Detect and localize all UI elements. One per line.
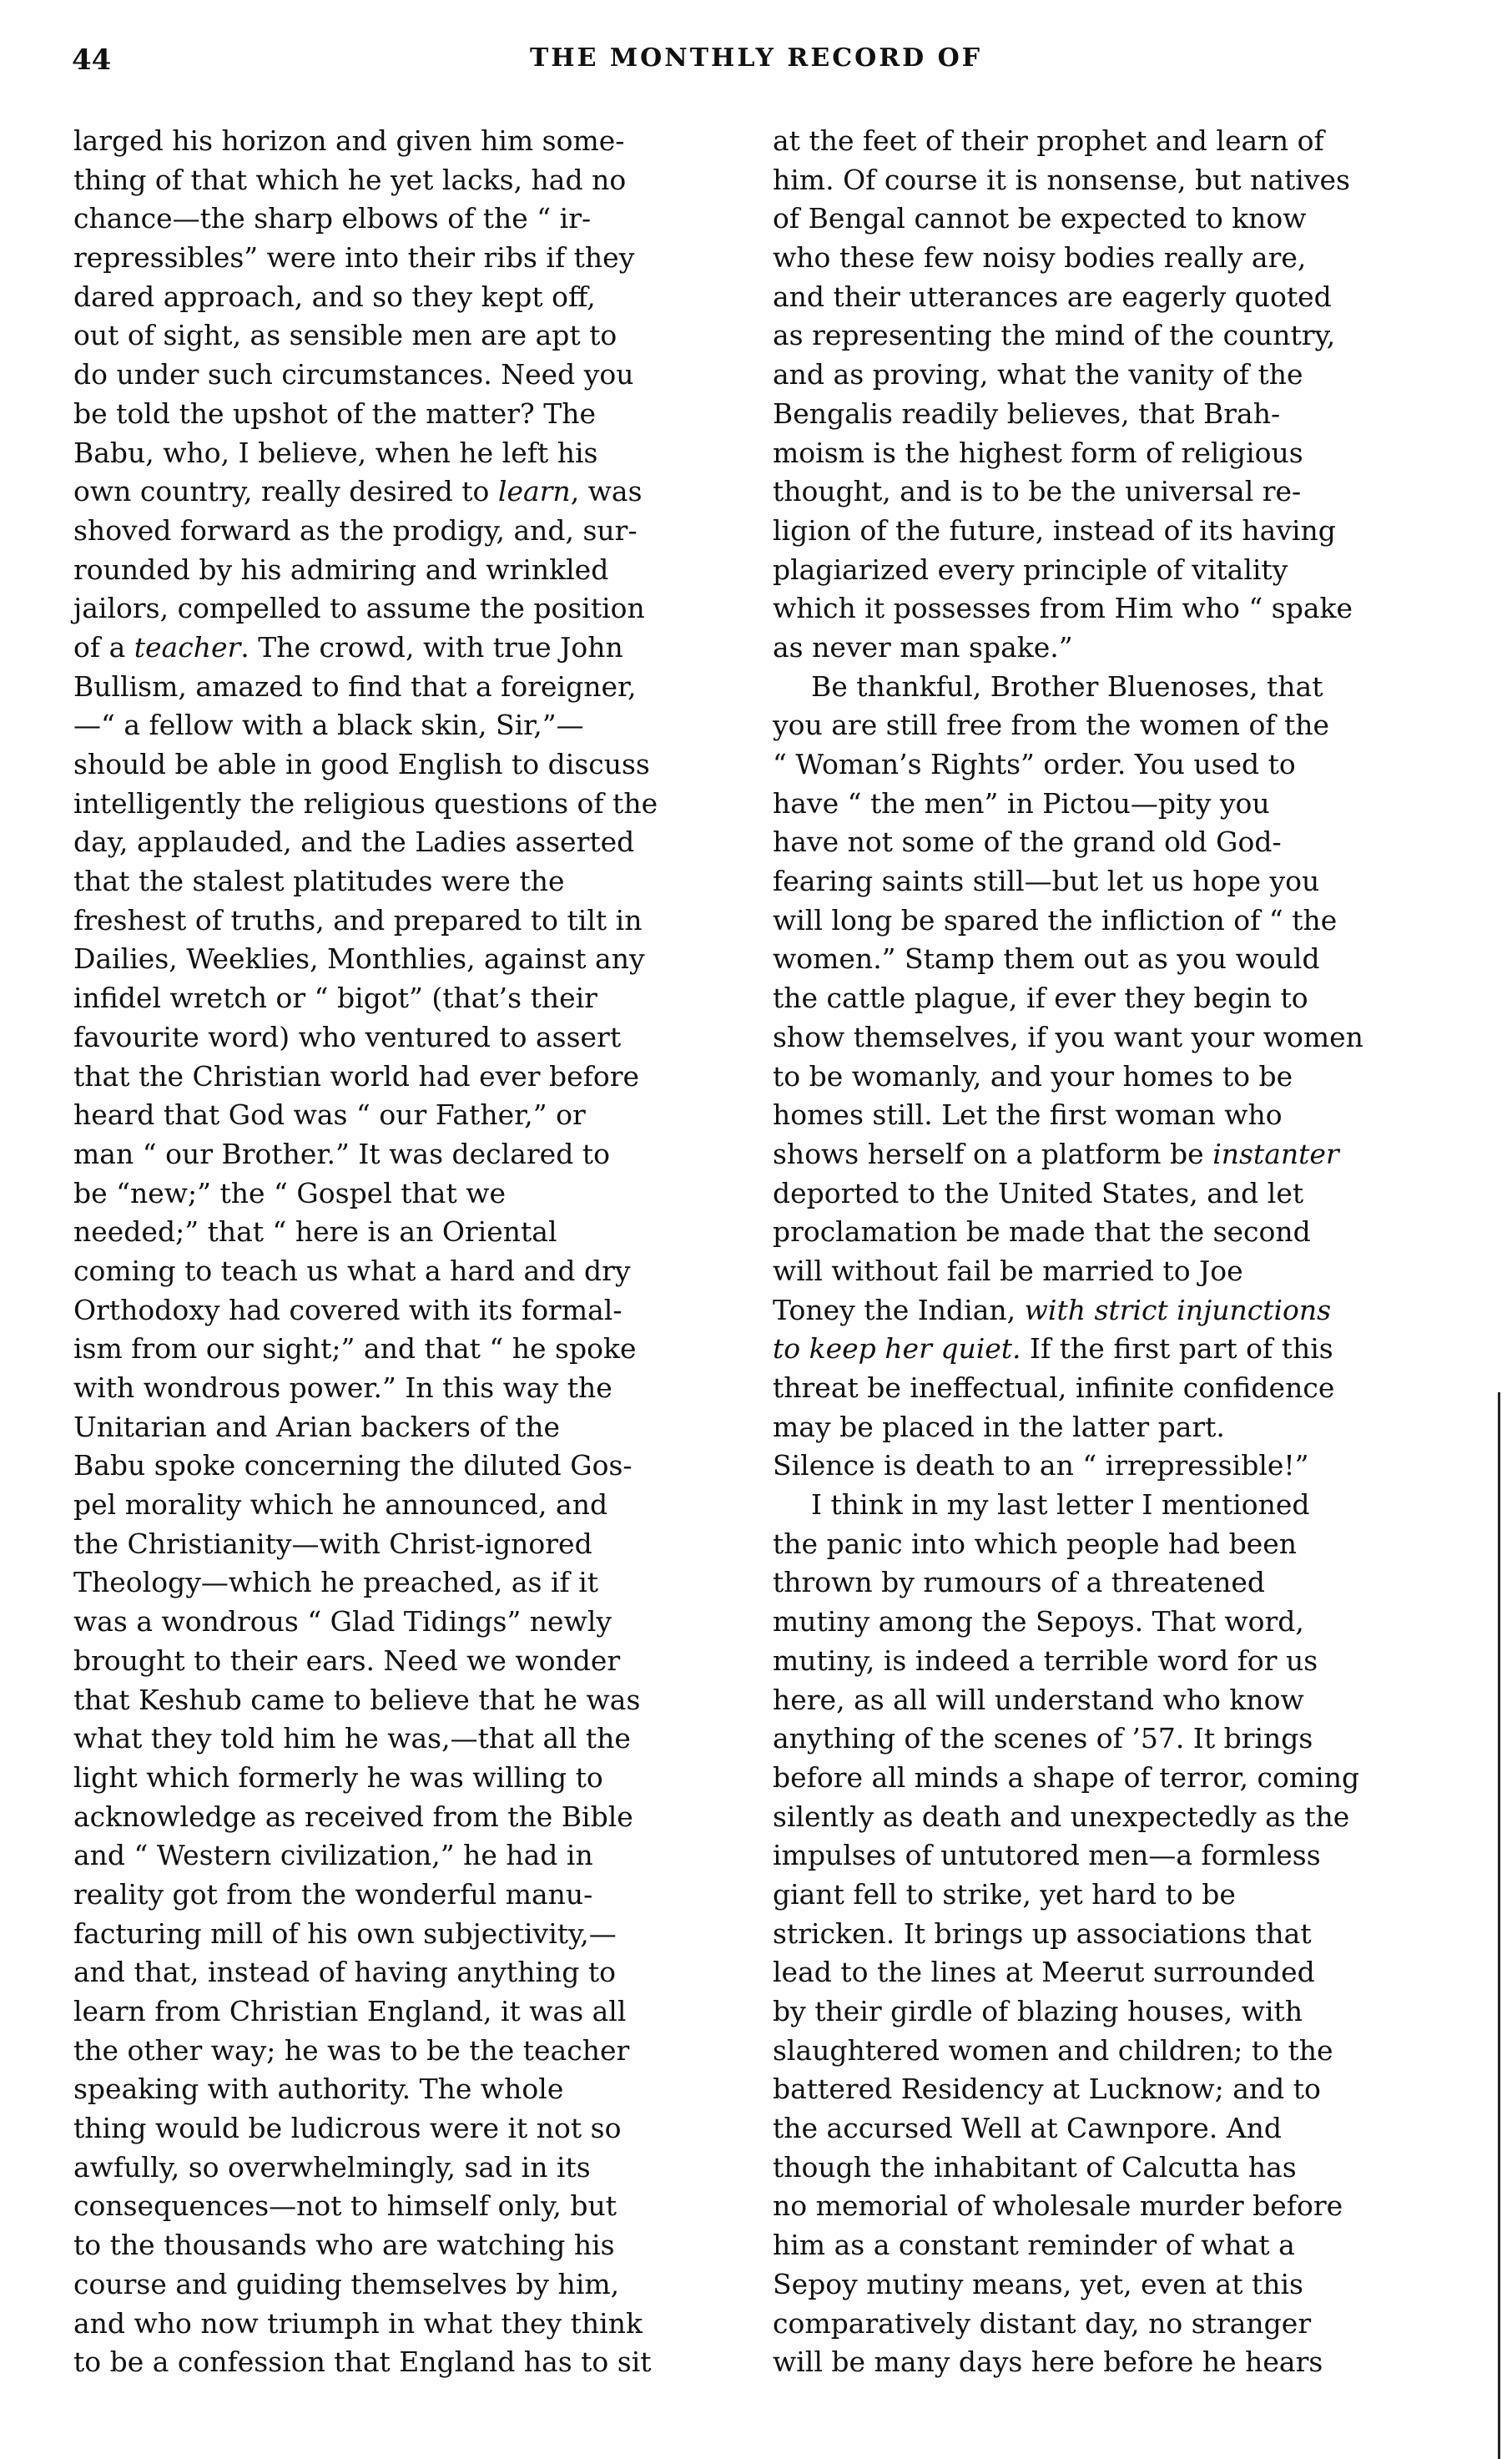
text-line: Sepoy mutiny means, yet, even at this xyxy=(773,2267,1303,2300)
text-line: comparatively distant day, no stranger xyxy=(773,2306,1312,2340)
text-line: here, as all will understand who know xyxy=(773,1683,1304,1716)
text-line: mutiny, is indeed a terrible word for us xyxy=(773,1644,1318,1677)
text-line: which it possesses from Him who “ spake xyxy=(773,592,1353,625)
text-line: silently as death and unexpectedly as the xyxy=(773,1800,1350,1833)
text-line: have not some of the grand old God- xyxy=(773,826,1282,859)
page-header xyxy=(72,43,1440,93)
text-line: the panic into which people had been xyxy=(773,1527,1298,1560)
text-line: rounded by his admiring and wrinkled xyxy=(73,553,609,586)
text-line: was a wondrous “ Glad Tidings” newly xyxy=(73,1605,612,1638)
text-line: light which formerly he was willing to xyxy=(73,1760,603,1794)
text-line: infidel wretch or “ bigot” (that’s their xyxy=(73,982,597,1015)
text-line: plagiarized every principle of vitality xyxy=(773,553,1288,586)
text-line: and who now triumph in what they think xyxy=(73,2306,643,2340)
text-line: at the feet of their prophet and learn of xyxy=(773,124,1324,157)
text-line: do under such circumstances. Need you xyxy=(73,358,634,391)
text-line: the cattle plague, if ever they begin to xyxy=(773,982,1308,1015)
text-line: Toney the Indian, with strict injunctions xyxy=(773,1293,1332,1326)
text-line: that the Christian world had ever before xyxy=(73,1059,640,1093)
text-line: him. Of course it is nonsense, but natives xyxy=(773,163,1350,196)
text-line: before all minds a shape of terror, coming xyxy=(773,1760,1360,1794)
text-line: by their girdle of blazing houses, with xyxy=(773,1995,1303,2027)
text-line: shows herself on a platform be instanter xyxy=(773,1137,1339,1170)
text-line: what they told him he was,—that all the xyxy=(73,1722,631,1755)
text-line: no memorial of wholesale murder before xyxy=(773,2189,1343,2223)
text-line: proclamation be made that the second xyxy=(773,1215,1311,1249)
text-line: own country, really desired to learn, was xyxy=(73,475,643,508)
text-line: reality got from the wonderful manu- xyxy=(73,1877,593,1911)
left-text-column xyxy=(73,122,741,2382)
text-line: awfully, so overwhelmingly, sad in its xyxy=(73,2150,591,2184)
text-line: needed;” that “ here is an Oriental xyxy=(73,1215,557,1249)
page-number: 44 xyxy=(72,43,112,77)
text-line: facturing mill of his own subjectivity,— xyxy=(73,1916,617,1950)
text-line: and “ Western civilization,” he had in xyxy=(73,1839,593,1872)
page-edge-rule xyxy=(1498,1392,1500,2459)
text-line: anything of the scenes of ’57. It brings xyxy=(773,1722,1313,1755)
text-line: heard that God was “ our Father,” or xyxy=(73,1098,586,1132)
text-line: you are still free from the women of the xyxy=(773,709,1330,742)
text-line: to keep her quiet. If the first part of this xyxy=(773,1332,1333,1366)
text-line: Silence is death to an “ irrepressible!” xyxy=(773,1449,1309,1482)
text-line: Unitarian and Arian backers of the xyxy=(73,1410,561,1443)
text-line: I think in my last letter I mentioned xyxy=(811,1488,1310,1522)
text-line: day, applauded, and the Ladies asserted xyxy=(73,826,635,859)
text-line: shoved forward as the prodigy, and, sur- xyxy=(73,513,638,547)
text-line: that Keshub came to believe that he was xyxy=(73,1683,641,1716)
text-line: coming to teach us what a hard and dry xyxy=(73,1254,631,1287)
text-line: to be a confession that England has to sit xyxy=(73,2345,652,2379)
text-line: fearing saints still—but let us hope you xyxy=(773,865,1320,898)
text-line: jailors, compelled to assume the position xyxy=(73,592,645,625)
text-line: homes still. Let the first woman who xyxy=(773,1098,1283,1132)
text-line: Babu, who, I believe, when he left his xyxy=(73,436,598,469)
text-line: him as a constant reminder of what a xyxy=(773,2229,1295,2262)
text-line: intelligently the religious questions of the xyxy=(73,786,658,820)
text-line: of a teacher. The crowd, with true John xyxy=(73,630,623,664)
text-line: thrown by rumours of a threatened xyxy=(773,1566,1265,1599)
text-line: who these few noisy bodies really are, xyxy=(773,241,1307,275)
text-line: will without fail be married to Joe xyxy=(773,1254,1243,1287)
text-line: giant fell to strike, yet hard to be xyxy=(773,1877,1236,1911)
text-line: mutiny among the Sepoys. That word, xyxy=(773,1605,1304,1638)
text-line: impulses of untutored men—a formless xyxy=(773,1839,1321,1872)
text-line: the accursed Well at Cawnpore. And xyxy=(773,2112,1282,2145)
text-line: dared approach, and so they kept off, xyxy=(73,280,596,313)
right-text-column xyxy=(773,122,1440,2382)
text-line: be told the upshot of the matter? The xyxy=(73,396,597,430)
text-line: Babu spoke concerning the diluted Gos- xyxy=(73,1449,633,1482)
text-line: to be womanly, and your homes to be xyxy=(773,1059,1293,1093)
text-line: be “new;” the “ Gospel that we xyxy=(73,1176,506,1209)
text-line: lead to the lines at Meerut surrounded xyxy=(773,1956,1315,1989)
text-line: ism from our sight;” and that “ he spoke xyxy=(73,1332,637,1366)
text-line: though the inhabitant of Calcutta has xyxy=(773,2150,1297,2184)
text-line: —“ a fellow with a black skin, Sir,”— xyxy=(73,709,584,742)
text-line: Dailies, Weeklies, Monthlies, against any xyxy=(73,942,645,976)
text-line: slaughtered women and children; to the xyxy=(773,2033,1333,2067)
text-line: speaking with authority. The whole xyxy=(73,2073,564,2106)
text-line: thing of that which he yet lacks, had no xyxy=(73,163,627,196)
text-line: with wondrous power.” In this way the xyxy=(73,1371,612,1404)
text-line: battered Residency at Lucknow; and to xyxy=(773,2073,1321,2106)
text-line: Theology—which he preached, as if it xyxy=(73,1566,599,1599)
text-line: threat be ineffectual, infinite confidence xyxy=(773,1371,1335,1404)
text-line: out of sight, as sensible men are apt to xyxy=(73,319,617,352)
text-line: show themselves, if you want your women xyxy=(773,1020,1363,1053)
text-line: as representing the mind of the country, xyxy=(773,319,1336,352)
text-line: will be many days here before he hears xyxy=(773,2345,1323,2379)
text-line: to the thousands who are watching his xyxy=(73,2229,615,2262)
text-line: consequences—not to himself only, but xyxy=(73,2189,617,2223)
text-line: may be placed in the latter part. xyxy=(773,1410,1225,1443)
text-line: favourite word) who ventured to assert xyxy=(73,1020,622,1053)
text-line: man “ our Brother.” It was declared to xyxy=(73,1137,610,1170)
text-line: brought to their ears. Need we wonder xyxy=(73,1644,621,1677)
text-line: women.” Stamp them out as you would xyxy=(773,942,1320,976)
text-line: the other way; he was to be the teacher xyxy=(73,2033,630,2067)
text-line: should be able in good English to discuss xyxy=(73,748,650,780)
text-line: chance—the sharp elbows of the “ ir- xyxy=(73,202,592,235)
text-line: stricken. It brings up associations that xyxy=(773,1916,1312,1950)
text-line: larged his horizon and given him some- xyxy=(73,124,625,157)
text-line: learn from Christian England, it was all xyxy=(73,1995,627,2027)
text-line: and their utterances are eagerly quoted xyxy=(773,280,1332,313)
text-line: Bengalis readily believes, that Brah- xyxy=(773,396,1281,430)
text-line: and as proving, what the vanity of the xyxy=(773,358,1303,391)
text-line: course and guiding themselves by him, xyxy=(73,2267,620,2300)
text-line: thought, and is to be the universal re- xyxy=(773,475,1302,508)
running-head: THE MONTHLY RECORD OF xyxy=(529,43,983,73)
text-line: “ Woman’s Rights” order. You used to xyxy=(773,748,1296,780)
text-line: Orthodoxy had covered with its formal- xyxy=(73,1293,622,1326)
text-line: Bullism, amazed to find that a foreigner, xyxy=(73,669,637,703)
text-line: that the stalest platitudes were the xyxy=(73,865,565,898)
text-line: ligion of the future, instead of its having xyxy=(773,513,1336,547)
text-line: will long be spared the infliction of “ the xyxy=(773,903,1338,937)
text-line: of Bengal cannot be expected to know xyxy=(773,202,1307,235)
text-line: acknowledge as received from the Bible xyxy=(73,1800,633,1833)
text-line: Be thankful, Brother Bluenoses, that xyxy=(811,669,1323,703)
text-line: repressibles” were into their ribs if they xyxy=(73,241,635,275)
text-line: pel morality which he announced, and xyxy=(73,1488,608,1522)
text-line: as never man spake.” xyxy=(773,630,1073,664)
text-line: have “ the men” in Pictou—pity you xyxy=(773,786,1270,820)
text-line: moism is the highest form of religious xyxy=(773,436,1303,469)
text-line: and that, instead of having anything to xyxy=(73,1956,616,1989)
text-line: deported to the United States, and let xyxy=(773,1176,1304,1209)
text-line: thing would be ludicrous were it not so xyxy=(73,2112,622,2145)
text-line: the Christianity—with Christ-ignored xyxy=(73,1527,592,1560)
text-line: freshest of truths, and prepared to tilt in xyxy=(73,903,643,937)
